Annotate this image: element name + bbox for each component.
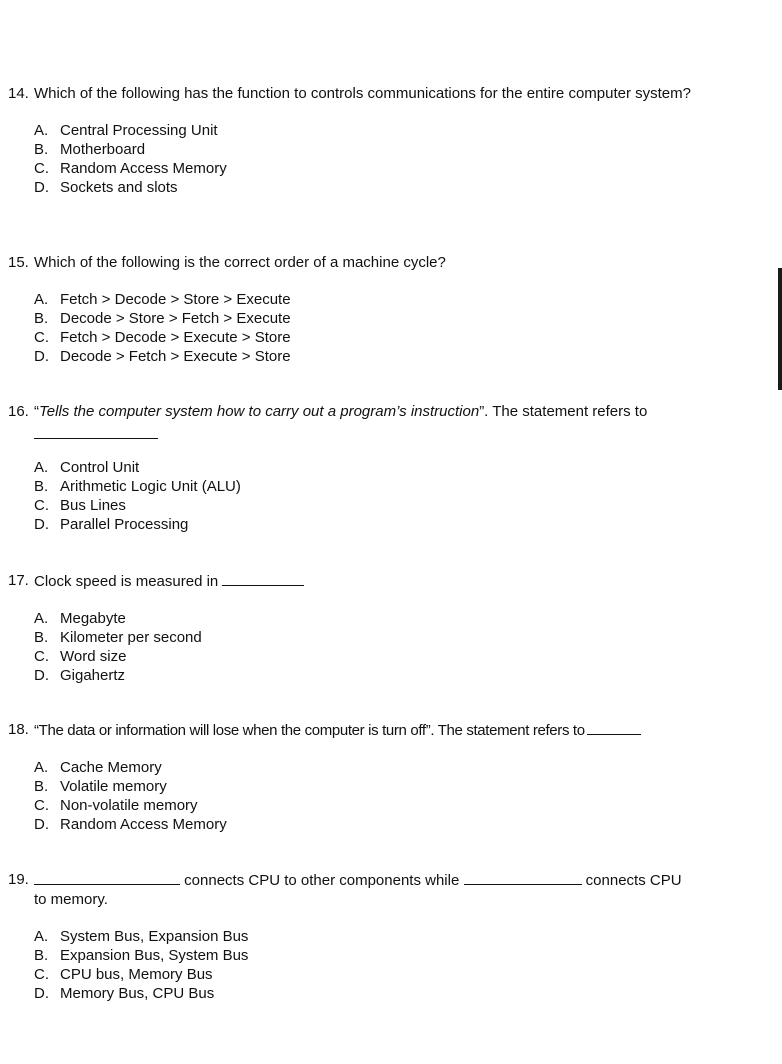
question-17 <box>8 571 708 685</box>
question-stem <box>8 720 708 740</box>
option-text: Decode > Fetch > Execute > Store <box>60 348 291 365</box>
option-a[interactable] <box>34 290 708 309</box>
option-letter: D. <box>34 348 49 365</box>
question-text <box>34 870 708 890</box>
question-18 <box>8 720 708 834</box>
options-list <box>8 458 708 534</box>
options-list <box>8 609 708 685</box>
option-letter: C. <box>34 497 49 514</box>
options-list <box>8 927 708 1003</box>
option-text: Decode > Store > Fetch > Execute <box>60 310 291 327</box>
option-letter: C. <box>34 329 49 346</box>
question-text-end: connects CPU <box>585 872 682 889</box>
option-letter: A. <box>34 122 49 139</box>
option-b[interactable] <box>34 946 708 965</box>
page-edge-bar <box>778 268 782 390</box>
question-number: 18. <box>8 721 29 738</box>
option-text: Word size <box>60 648 127 665</box>
question-number: 16. <box>8 403 29 420</box>
question-text: Which of the following has the function to controls communications for the entire computer system? <box>34 85 691 102</box>
question-stem <box>8 870 708 890</box>
option-letter: D. <box>34 516 49 533</box>
option-a[interactable] <box>34 121 708 140</box>
question-15 <box>8 253 708 366</box>
question-stem <box>8 402 708 421</box>
question-text <box>34 571 708 591</box>
question-19 <box>8 870 708 1003</box>
option-letter: C. <box>34 160 49 177</box>
option-letter: B. <box>34 478 49 495</box>
answer-blank-line <box>8 421 708 443</box>
options-list <box>8 121 708 197</box>
option-letter: D. <box>34 985 49 1002</box>
option-text: System Bus, Expansion Bus <box>60 928 249 945</box>
option-text: Random Access Memory <box>60 160 227 177</box>
option-c[interactable] <box>34 496 708 515</box>
option-letter: C. <box>34 797 49 814</box>
option-d[interactable] <box>34 815 708 834</box>
option-a[interactable] <box>34 458 708 477</box>
option-a[interactable] <box>34 758 708 777</box>
option-c[interactable] <box>34 159 708 178</box>
option-text: Sockets and slots <box>60 179 178 196</box>
option-letter: A. <box>34 291 49 308</box>
question-text-line2: to memory. <box>34 891 108 908</box>
option-b[interactable] <box>34 477 708 496</box>
option-letter: B. <box>34 778 49 795</box>
option-d[interactable] <box>34 666 708 685</box>
option-text: Arithmetic Logic Unit (ALU) <box>60 478 241 495</box>
option-letter: A. <box>34 610 49 627</box>
option-c[interactable] <box>34 328 708 347</box>
option-text: CPU bus, Memory Bus <box>60 966 213 983</box>
option-text: Cache Memory <box>60 759 162 776</box>
option-letter: D. <box>34 179 49 196</box>
option-letter: A. <box>34 759 49 776</box>
option-letter: D. <box>34 816 49 833</box>
option-c[interactable] <box>34 796 708 815</box>
question-stem <box>8 253 708 272</box>
option-letter: C. <box>34 966 49 983</box>
option-letter: B. <box>34 947 49 964</box>
question-text-end: ”. The statement refers to <box>479 403 648 420</box>
option-letter: D. <box>34 667 49 684</box>
option-c[interactable] <box>34 965 708 984</box>
option-text: Fetch > Decode > Execute > Store <box>60 329 291 346</box>
quoted-statement: Tells the computer system how to carry out a program’s instruction <box>39 403 480 420</box>
open-quote: “ <box>34 403 39 420</box>
option-letter: B. <box>34 629 49 646</box>
option-text: Central Processing Unit <box>60 122 218 139</box>
question-stem <box>8 84 708 103</box>
option-text: Expansion Bus, System Bus <box>60 947 249 964</box>
options-list <box>8 290 708 366</box>
answer-blank[interactable] <box>222 571 304 586</box>
option-text: Bus Lines <box>60 497 126 514</box>
question-number: 14. <box>8 85 29 102</box>
question-number: 17. <box>8 572 29 589</box>
option-text: Fetch > Decode > Store > Execute <box>60 291 291 308</box>
option-text: Volatile memory <box>60 778 167 795</box>
option-a[interactable] <box>34 609 708 628</box>
answer-blank-1[interactable] <box>34 870 180 885</box>
question-text <box>34 402 708 421</box>
question-text-body: Clock speed is measured in <box>34 573 219 590</box>
question-text-body: “The data or information will lose when the computer is turn off”. The statement refers to <box>34 722 585 739</box>
option-text: Non-volatile memory <box>60 797 198 814</box>
option-text: Parallel Processing <box>60 516 189 533</box>
option-letter: A. <box>34 459 49 476</box>
question-16 <box>8 402 708 534</box>
option-text: Memory Bus, CPU Bus <box>60 985 215 1002</box>
option-text: Random Access Memory <box>60 816 227 833</box>
option-b[interactable] <box>34 628 708 647</box>
option-letter: A. <box>34 928 49 945</box>
question-number: 15. <box>8 254 29 271</box>
option-text: Motherboard <box>60 141 146 158</box>
option-letter: B. <box>34 141 49 158</box>
option-text: Megabyte <box>60 610 126 627</box>
option-d[interactable] <box>34 347 708 366</box>
answer-blank[interactable] <box>587 720 641 735</box>
option-text: Gigahertz <box>60 667 126 684</box>
question-number: 19. <box>8 871 29 888</box>
option-text: Control Unit <box>60 459 140 476</box>
option-c[interactable] <box>34 647 708 666</box>
question-14 <box>8 84 708 197</box>
option-d[interactable] <box>34 984 708 1003</box>
option-b[interactable] <box>34 140 708 159</box>
option-a[interactable] <box>34 927 708 946</box>
option-b[interactable] <box>34 777 708 796</box>
question-text <box>34 720 708 740</box>
option-text: Kilometer per second <box>60 629 202 646</box>
option-d[interactable] <box>34 178 708 197</box>
question-text-mid: connects CPU to other components while <box>184 872 460 889</box>
question-text: Which of the following is the correct order of a machine cycle? <box>34 254 446 271</box>
answer-blank[interactable] <box>34 424 158 439</box>
answer-blank-2[interactable] <box>464 870 582 885</box>
options-list <box>8 758 708 834</box>
option-d[interactable] <box>34 515 708 534</box>
question-stem <box>8 571 708 591</box>
option-b[interactable] <box>34 309 708 328</box>
option-letter: C. <box>34 648 49 665</box>
option-letter: B. <box>34 310 49 327</box>
